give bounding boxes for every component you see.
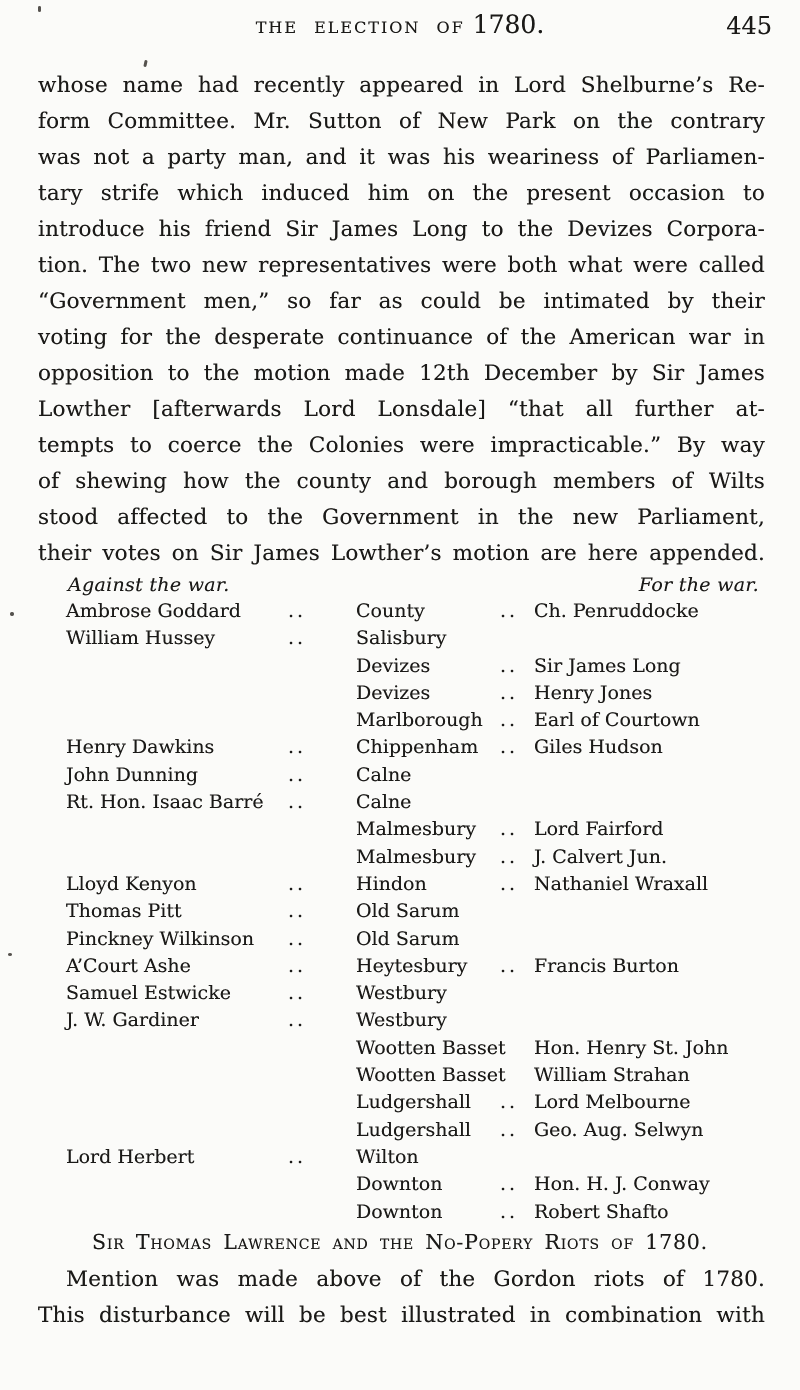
table-row [66, 980, 765, 1007]
dots [284, 1062, 356, 1089]
dots: .. [288, 954, 307, 977]
borough: Chippenham [356, 736, 479, 759]
for-name [534, 625, 765, 652]
borough: Ludgershall [356, 1118, 471, 1141]
dots: .. [288, 600, 307, 622]
against-name [66, 1171, 284, 1198]
scan-speck [10, 612, 14, 616]
against-name: William Hussey [66, 627, 216, 650]
dots: .. [500, 654, 519, 677]
text-line: voting for the desperate continuance of the American war in [38, 325, 765, 350]
dots: .. [500, 1091, 519, 1114]
borough: Old Sarum [356, 927, 460, 950]
dots [496, 1007, 534, 1034]
dots: .. [500, 954, 519, 977]
for-name: Ch. Penruddocke [534, 600, 699, 622]
running-title-year: 1780. [472, 10, 545, 39]
borough: Malmesbury [356, 818, 477, 841]
text-line: stood affected to the Government in the new Parliament, [38, 505, 765, 530]
for-name: J. Calvert Jun. [534, 845, 668, 868]
against-name: Henry Dawkins [66, 736, 215, 759]
table-row [66, 1089, 765, 1116]
dots [496, 1062, 534, 1089]
dots [496, 926, 534, 953]
table-row [66, 926, 765, 953]
text-line: Mention was made above of the Gordon riots of 1780. [66, 1267, 765, 1292]
borough: Wilton [356, 1145, 419, 1168]
for-name: Geo. Aug. Selwyn [534, 1118, 704, 1141]
against-name [66, 844, 284, 871]
borough: Hindon [356, 872, 427, 895]
dots: .. [500, 872, 519, 895]
text-line: This disturbance will be best illustrated in combination with [38, 1303, 765, 1328]
against-name: A’Court Ashe [66, 954, 191, 977]
text-line: introduce his friend Sir James Long to the Devizes Corpora- [38, 217, 765, 242]
vote-table-rows [66, 598, 765, 1226]
table-row [66, 707, 765, 734]
table-row [66, 1171, 765, 1198]
table-row [66, 653, 765, 680]
for-name [534, 926, 765, 953]
borough: Ludgershall [356, 1091, 471, 1114]
table-row [66, 816, 765, 843]
table-row [66, 898, 765, 925]
running-title-text: THE ELECTION OF [255, 18, 465, 37]
text-line: tempts to coerce the Colonies were impracticable.” By way [38, 433, 765, 458]
text-line: was not a party man, and it was his weariness of Parliamen- [38, 145, 765, 170]
dots [284, 1089, 356, 1116]
borough: Malmesbury [356, 845, 477, 868]
against-name [66, 707, 284, 734]
dots [284, 707, 356, 734]
dots [284, 1171, 356, 1198]
against-name [66, 1035, 284, 1062]
dots [284, 653, 356, 680]
borough: Old Sarum [356, 900, 460, 923]
scan-speck [143, 60, 147, 67]
against-name: Ambrose Goddard [66, 600, 241, 622]
text-line: whose name had recently appeared in Lord Shelburne’s Re- [38, 73, 765, 98]
table-row [66, 1144, 765, 1171]
dots [496, 898, 534, 925]
text-line: opposition to the motion made 12th December by Sir James [38, 361, 765, 386]
dots: .. [500, 736, 519, 759]
dots: .. [288, 982, 307, 1005]
borough: Devizes [356, 654, 431, 677]
dots: .. [500, 681, 519, 704]
borough: Westbury [356, 1009, 447, 1032]
against-name [66, 653, 284, 680]
dots: .. [288, 791, 307, 814]
for-name: Hon. Henry St. John [534, 1036, 729, 1059]
table-row [66, 1062, 765, 1089]
table-row [66, 598, 765, 625]
text-line: their votes on Sir James Lowther’s motion are here appended. [38, 541, 765, 566]
dots: .. [288, 736, 307, 759]
for-name [534, 1144, 765, 1171]
dots: .. [500, 709, 519, 732]
page-number: 445 [726, 12, 772, 40]
table-row [66, 1117, 765, 1144]
borough: Westbury [356, 982, 447, 1005]
borough: Salisbury [356, 627, 447, 650]
dots [496, 1035, 534, 1062]
against-name [66, 680, 284, 707]
paragraph-gordon-riots [38, 1262, 765, 1334]
borough: Marlborough [356, 709, 483, 732]
for-name [534, 898, 765, 925]
against-name: John Dunning [66, 763, 198, 786]
for-name [534, 980, 765, 1007]
against-name: J. W. Gardiner [66, 1009, 199, 1032]
dots: .. [288, 872, 307, 895]
dots [496, 1144, 534, 1171]
dots [284, 680, 356, 707]
for-name [534, 789, 765, 816]
table-row [66, 734, 765, 761]
borough: Calne [356, 791, 412, 814]
dots [284, 1199, 356, 1226]
borough: Wootten Basset [356, 1036, 506, 1059]
dots: .. [288, 763, 307, 786]
dots: .. [500, 1200, 519, 1223]
dots: .. [288, 1145, 307, 1168]
for-name: Lord Melbourne [534, 1091, 691, 1114]
against-name [66, 1089, 284, 1116]
for-name: Lord Fairford [534, 818, 664, 841]
against-name: Lloyd Kenyon [66, 872, 197, 895]
table-row [66, 789, 765, 816]
dots: .. [288, 927, 307, 950]
dots [284, 1035, 356, 1062]
for-name: Robert Shafto [534, 1200, 669, 1223]
against-name [66, 1199, 284, 1226]
vote-table-headers [66, 572, 765, 598]
scan-speck [8, 953, 12, 956]
dots: .. [500, 818, 519, 841]
against-name: Samuel Estwicke [66, 982, 231, 1005]
dots: .. [500, 1173, 519, 1196]
dots: .. [500, 845, 519, 868]
table-row [66, 762, 765, 789]
table-row [66, 1035, 765, 1062]
borough: Devizes [356, 681, 431, 704]
for-name: Giles Hudson [534, 736, 663, 759]
dots: .. [288, 900, 307, 923]
against-name: Rt. Hon. Isaac Barré [66, 791, 264, 814]
paragraph-election [38, 68, 765, 572]
dots [496, 762, 534, 789]
borough: Heytesbury [356, 954, 468, 977]
against-name: Pinckney Wilkinson [66, 927, 255, 950]
vote-table [66, 572, 765, 1226]
text-line: “Government men,” so far as could be intimated by their [38, 289, 765, 314]
scan-speck [38, 6, 41, 12]
for-name: Hon. H. J. Conway [534, 1173, 710, 1196]
dots [284, 816, 356, 843]
table-row [66, 1007, 765, 1034]
for-name [534, 1007, 765, 1034]
for-name [534, 762, 765, 789]
section-heading: Sir Thomas Lawrence and the No-Popery Riots of 1780. [92, 1230, 708, 1254]
text-line: of shewing how the county and borough members of Wilts [38, 469, 765, 494]
for-name: William Strahan [534, 1064, 690, 1087]
against-name [66, 1062, 284, 1089]
against-name: Lord Herbert [66, 1145, 195, 1168]
for-name: Sir James Long [534, 654, 681, 677]
running-title [0, 10, 800, 39]
against-war-header: Against the war. [68, 574, 230, 596]
text-line: tion. The two new representatives were both what were called [38, 253, 765, 278]
dots: .. [288, 1009, 307, 1032]
for-name: Earl of Courtown [534, 709, 700, 732]
text-line: tary strife which induced him on the present occasion to [38, 181, 765, 206]
for-name: Nathaniel Wraxall [534, 872, 709, 895]
for-name: Henry Jones [534, 681, 653, 704]
table-row [66, 844, 765, 871]
against-name [66, 816, 284, 843]
table-row [66, 680, 765, 707]
text-line: Lowther [afterwards Lord Lonsdale] “that all further at- [38, 397, 765, 422]
text-line: form Committee. Mr. Sutton of New Park on the contrary [38, 109, 765, 134]
table-row [66, 1199, 765, 1226]
dots: .. [288, 627, 307, 650]
borough: Calne [356, 763, 412, 786]
dots: .. [500, 600, 519, 622]
against-name [66, 1117, 284, 1144]
borough: Wootten Basset [356, 1064, 506, 1087]
dots: .. [500, 1118, 519, 1141]
borough: Downton [356, 1173, 443, 1196]
dots [284, 844, 356, 871]
table-row [66, 625, 765, 652]
dots [284, 1117, 356, 1144]
running-header [0, 10, 800, 44]
against-name: Thomas Pitt [66, 900, 182, 923]
dots [496, 789, 534, 816]
table-row [66, 953, 765, 980]
for-war-header: For the war. [638, 574, 759, 596]
table-row [66, 871, 765, 898]
dots [496, 980, 534, 1007]
borough: Downton [356, 1200, 443, 1223]
dots [496, 625, 534, 652]
for-name: Francis Burton [534, 954, 679, 977]
borough: County [356, 600, 425, 622]
